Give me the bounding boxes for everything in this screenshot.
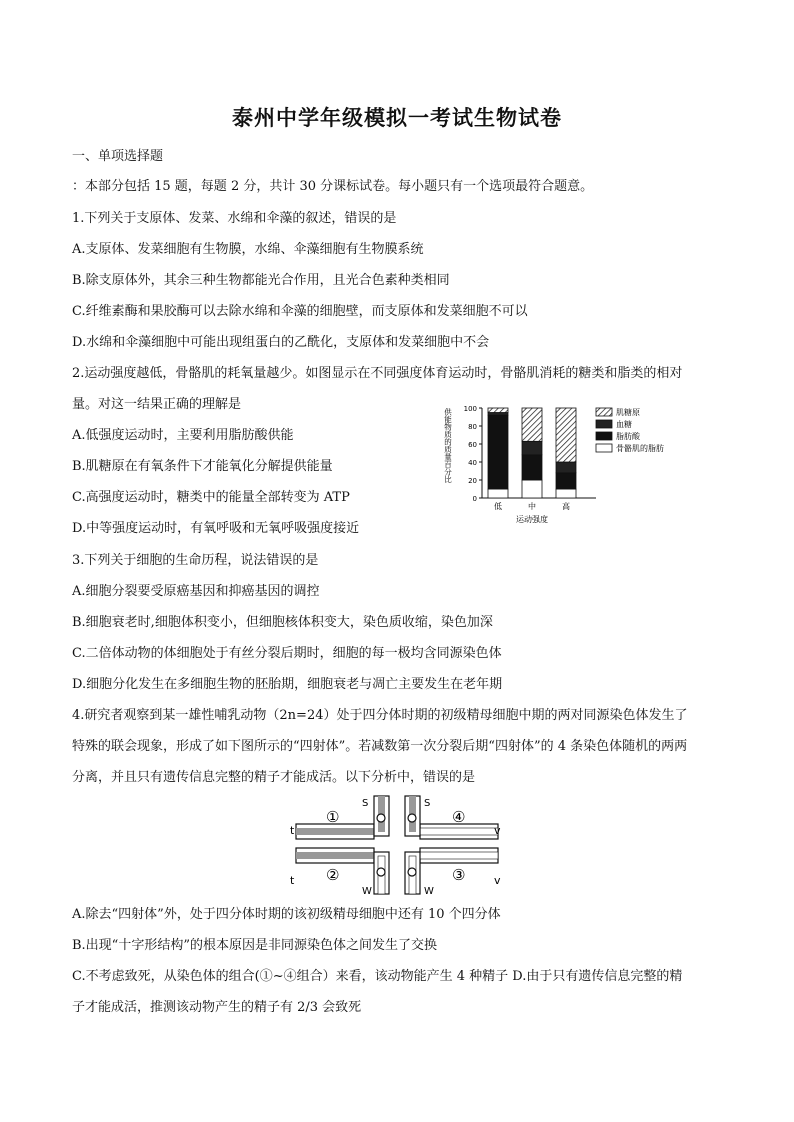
y-tick-label: 60 [468, 441, 477, 449]
legend-swatch [596, 420, 612, 428]
y-tick-label: 80 [468, 423, 477, 431]
x-category-label: 低 [494, 502, 502, 511]
page-title: 泰州中学年级模拟一考试生物试卷 [232, 105, 562, 130]
bar-segment [556, 473, 576, 489]
label-number-2: ② [326, 866, 340, 884]
text-line: 子才能成活，推测该动物产生的精子有 2/3 会致死 [72, 1000, 362, 1015]
text-line: 1.下列关于支原体、发菜、水绵和伞藻的叙述，错误的是 [72, 211, 397, 226]
bar-segment [522, 408, 542, 441]
bar-segment [522, 441, 542, 455]
text-line: B.出现“十字形结构”的根本原因是非同源染色体之间发生了交换 [72, 938, 437, 953]
text-line: B.除支原体外，其余三种生物都能光合作用，且光合色素种类相同 [72, 273, 450, 288]
y-axis-label: 供能物质的质量百分比 [443, 408, 453, 483]
text-line: C.纤维素酶和果胶酶可以去除水绵和伞藻的细胞壁，而支原体和发菜细胞不可以 [72, 304, 528, 319]
text-line: B.肌糖原在有氧条件下才能氧化分解提供能量 [72, 459, 333, 474]
text-line: C.二倍体动物的体细胞处于有丝分裂后期时，细胞的每一极均含同源染色体 [72, 646, 502, 661]
legend-swatch [596, 444, 612, 452]
chromosome-top-left-arm [296, 828, 374, 835]
text-line: 3.下列关于细胞的生命历程，说法错误的是 [72, 553, 319, 568]
label-w-right: W [424, 886, 434, 896]
legend-label: 脂肪酸 [616, 432, 640, 441]
bar-segment [522, 455, 542, 480]
y-tick-label: 40 [468, 459, 477, 467]
legend-swatch [596, 408, 612, 416]
centromere-bottom-right [408, 868, 416, 876]
bar-segment [488, 413, 508, 416]
label-w-left: W [362, 886, 372, 896]
legend-label: 肌糖原 [616, 408, 640, 417]
label-number-4: ④ [452, 808, 466, 826]
legend-label: 骨骼肌的脂肪 [616, 444, 664, 453]
label-v-bottom: v [494, 874, 501, 887]
energy-source-chart [440, 398, 700, 528]
y-tick-label: 20 [468, 477, 477, 485]
text-line: 4.研究者观察到某一雄性哺乳动物（2n=24）处于四分体时期的初级精母细胞中期的两对同源染色体发生了 [72, 708, 688, 723]
text-line: A.除去“四射体”外，处于四分体时期的该初级精母细胞中还有 10 个四分体 [72, 907, 501, 922]
legend-swatch [596, 432, 612, 440]
text-line: A.支原体、发菜细胞有生物膜，水绵、伞藻细胞有生物膜系统 [72, 242, 424, 257]
label-number-3: ③ [452, 866, 466, 884]
text-line: 2.运动强度越低，骨骼肌的耗氧量越少。如图显示在不同强度体育运动时，骨骼肌消耗的糖类和脂类的相对 [72, 366, 683, 381]
label-number-1: ① [326, 808, 340, 826]
centromere-bottom-left [377, 868, 385, 876]
text-line: A.低强度运动时，主要利用脂肪酸供能 [72, 428, 294, 443]
text-line: D.中等强度运动时，有氧呼吸和无氧呼吸强度接近 [72, 521, 360, 536]
y-tick-label: 0 [472, 495, 477, 503]
label-t-bottom: t [290, 874, 295, 887]
bar-segment [556, 462, 576, 473]
bar-segment [488, 489, 508, 498]
centromere-top-left [377, 814, 385, 822]
text-line: 一、单项选择题 [72, 149, 164, 164]
quadrivalent-diagram [290, 794, 504, 896]
text-line: 分离，并且只有遗传信息完整的精子才能成活。以下分析中，错误的是 [72, 770, 476, 785]
text-line: D.细胞分化发生在多细胞生物的胚胎期，细胞衰老与凋亡主要发生在老年期 [72, 677, 503, 692]
text-line: C.高强度运动时，糖类中的能量全部转变为 ATP [72, 490, 350, 505]
chromosome-bottom-left-arm [296, 852, 374, 859]
bar-segment [488, 408, 508, 413]
text-line: 量。对这一结果正确的理解是 [72, 397, 242, 412]
label-s-right: S [424, 798, 431, 809]
x-axis-label: 运动强度 [516, 515, 548, 524]
label-t-top: t [290, 824, 295, 837]
chromosome-bottom-right-arm [420, 852, 498, 859]
y-tick-label: 100 [463, 405, 477, 413]
chromosome-top-right-arm [420, 828, 498, 835]
bar-segment [522, 480, 542, 498]
bar-segment [488, 415, 508, 489]
text-line: 特殊的联会现象，形成了如下图所示的“四射体”。若减数第一次分裂后期“四射体”的 4 条染色体随机的两两 [72, 739, 688, 754]
bar-segment [556, 489, 576, 498]
legend-label: 血糖 [616, 420, 632, 429]
text-line: B.细胞衰老时,细胞体积变小，但细胞核体积变大，染色质收缩，染色加深 [72, 615, 493, 630]
x-category-label: 高 [562, 502, 570, 511]
centromere-top-right [408, 814, 416, 822]
text-line: C.不考虑致死，从染色体的组合(①~④组合）来看，该动物能产生 4 种精子 D.由于只有遗传信息完整的精 [72, 969, 683, 984]
label-s-left: S [362, 798, 369, 809]
x-category-label: 中 [528, 502, 536, 511]
bar-segment [556, 408, 576, 462]
four-chromosome-cross-svg [290, 794, 504, 896]
text-line: A.细胞分裂要受原癌基因和抑癌基因的调控 [72, 584, 320, 599]
text-line: ：本部分包括 15 题，每题 2 分，共计 30 分课标试卷。每小题只有一个选项最符合题意。 [72, 179, 594, 194]
text-line: D.水绵和伞藻细胞中可能出现组蛋白的乙酰化，支原体和发菜细胞中不会 [72, 335, 490, 350]
stacked-bar-chart-svg [440, 398, 700, 528]
label-v-top: v [494, 824, 501, 837]
